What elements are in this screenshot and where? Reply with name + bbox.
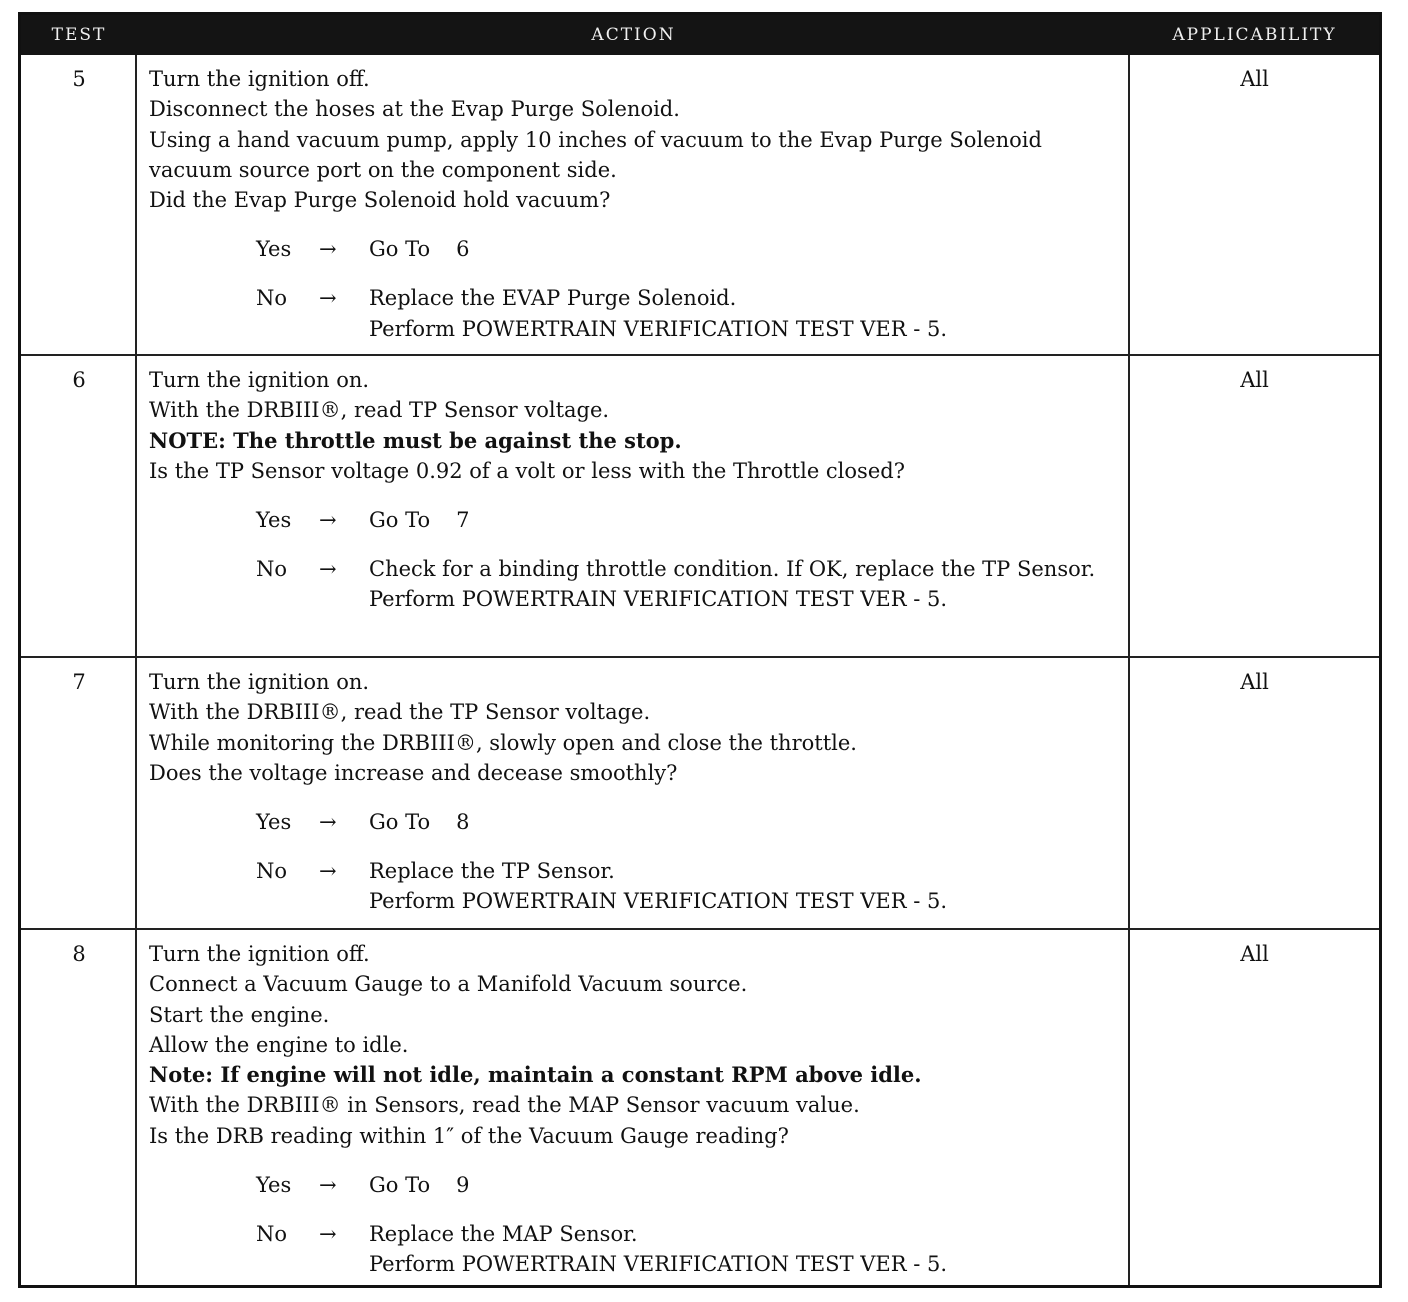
test-row-6 (21, 354, 1379, 656)
no-label: No (256, 1222, 288, 1247)
test-number: 5 (72, 67, 86, 91)
column-divider (1128, 55, 1130, 357)
test-row-7 (21, 656, 1379, 928)
action-step: With the DRBIII®, read the TP Sensor voltage. (149, 700, 651, 725)
arrow-icon: → (319, 1173, 337, 1198)
no-result: Check for a binding throttle condition. If OK, replace the TP Sensor. (369, 557, 1096, 582)
no-result: Replace the MAP Sensor. (369, 1222, 638, 1247)
no-outcome (149, 554, 1124, 644)
diagnostic-test-table (18, 12, 1382, 1288)
no-label: No (256, 286, 288, 311)
test-row-8 (21, 928, 1379, 1285)
action-step: Turn the ignition off. (149, 942, 370, 966)
test-number: 7 (72, 670, 86, 694)
goto-label: Go To (369, 237, 431, 262)
yes-outcome (149, 505, 1124, 535)
test-action (149, 356, 1124, 644)
action-step: Start the engine. (149, 1002, 330, 1027)
arrow-icon: → (319, 810, 337, 835)
arrow-icon: → (319, 286, 337, 311)
no-label: No (256, 557, 288, 582)
yes-label: Yes (256, 508, 292, 533)
yes-label: Yes (256, 237, 292, 262)
action-step: With the DRBIII® in Sensors, read the MAP Sensor vacuum value. (149, 1093, 860, 1118)
no-outcome (149, 856, 1124, 916)
verification-step: Perform POWERTRAIN VERIFICATION TEST VER - 5. (369, 889, 948, 914)
action-note: Note: If engine will not idle, maintain a constant RPM above idle. (149, 1062, 922, 1088)
verification-step: Perform POWERTRAIN VERIFICATION TEST VER - 5. (369, 587, 948, 612)
header-action: ACTION (591, 25, 676, 45)
applicability-value: All (1240, 942, 1269, 966)
yes-outcome (149, 807, 1124, 837)
arrow-icon: → (319, 557, 337, 582)
goto-number: 8 (456, 810, 470, 835)
action-question: Did the Evap Purge Solenoid hold vacuum? (149, 188, 611, 213)
test-row-5 (21, 55, 1379, 357)
test-number: 8 (72, 942, 86, 966)
goto-number: 6 (456, 237, 470, 262)
arrow-icon: → (319, 237, 337, 262)
verification-step: Perform POWERTRAIN VERIFICATION TEST VER - 5. (369, 1252, 948, 1277)
no-label: No (256, 859, 288, 884)
action-question: Is the DRB reading within 1″ of the Vacuum Gauge reading? (149, 1123, 789, 1148)
action-step: Turn the ignition on. (149, 368, 370, 392)
goto-label: Go To (369, 1173, 431, 1198)
yes-label: Yes (256, 810, 292, 835)
action-step: While monitoring the DRBIII®, slowly open and close the throttle. (149, 730, 857, 755)
applicability-value: All (1240, 670, 1269, 694)
action-step: Using a hand vacuum pump, apply 10 inches of vacuum to the Evap Purge Solenoid (149, 127, 1042, 152)
applicability-value: All (1240, 67, 1269, 91)
action-step: Disconnect the hoses at the Evap Purge Solenoid. (149, 97, 680, 122)
applicability-value: All (1240, 368, 1269, 392)
arrow-icon: → (319, 859, 337, 884)
table-header (21, 15, 1379, 55)
goto-number: 7 (456, 508, 470, 533)
header-test: TEST (51, 25, 107, 45)
column-divider (135, 55, 137, 357)
column-divider (135, 658, 137, 928)
test-number: 6 (72, 368, 86, 392)
no-result: Replace the TP Sensor. (369, 859, 615, 884)
action-step: vacuum source port on the component side. (149, 157, 617, 182)
no-outcome (149, 283, 1124, 343)
arrow-icon: → (319, 1222, 337, 1247)
column-divider (1128, 356, 1130, 656)
verification-step: Perform POWERTRAIN VERIFICATION TEST VER - 5. (369, 316, 948, 341)
goto-label: Go To (369, 508, 431, 533)
action-step: Turn the ignition on. (149, 670, 370, 694)
column-divider (1128, 930, 1130, 1285)
yes-outcome (149, 234, 1124, 264)
column-divider (1128, 658, 1130, 928)
action-question: Does the voltage increase and decease smoothly? (149, 760, 678, 785)
action-question: Is the TP Sensor voltage 0.92 of a volt or less with the Throttle closed? (149, 458, 905, 483)
goto-label: Go To (369, 810, 431, 835)
action-note: NOTE: The throttle must be against the stop. (149, 427, 682, 453)
no-outcome (149, 1219, 1124, 1279)
no-result: Replace the EVAP Purge Solenoid. (369, 286, 737, 311)
action-step: With the DRBIII®, read TP Sensor voltage. (149, 398, 610, 423)
yes-label: Yes (256, 1173, 292, 1198)
action-step: Allow the engine to idle. (149, 1032, 409, 1057)
column-divider (135, 356, 137, 656)
test-action (149, 658, 1124, 916)
test-action (149, 55, 1124, 343)
action-step: Turn the ignition off. (149, 67, 370, 91)
yes-outcome (149, 1170, 1124, 1200)
header-applicability: APPLICABILITY (1172, 25, 1337, 45)
arrow-icon: → (319, 508, 337, 533)
goto-number: 9 (456, 1173, 470, 1198)
test-action (149, 930, 1124, 1279)
column-divider (135, 930, 137, 1285)
action-step: Connect a Vacuum Gauge to a Manifold Vacuum source. (149, 972, 748, 997)
